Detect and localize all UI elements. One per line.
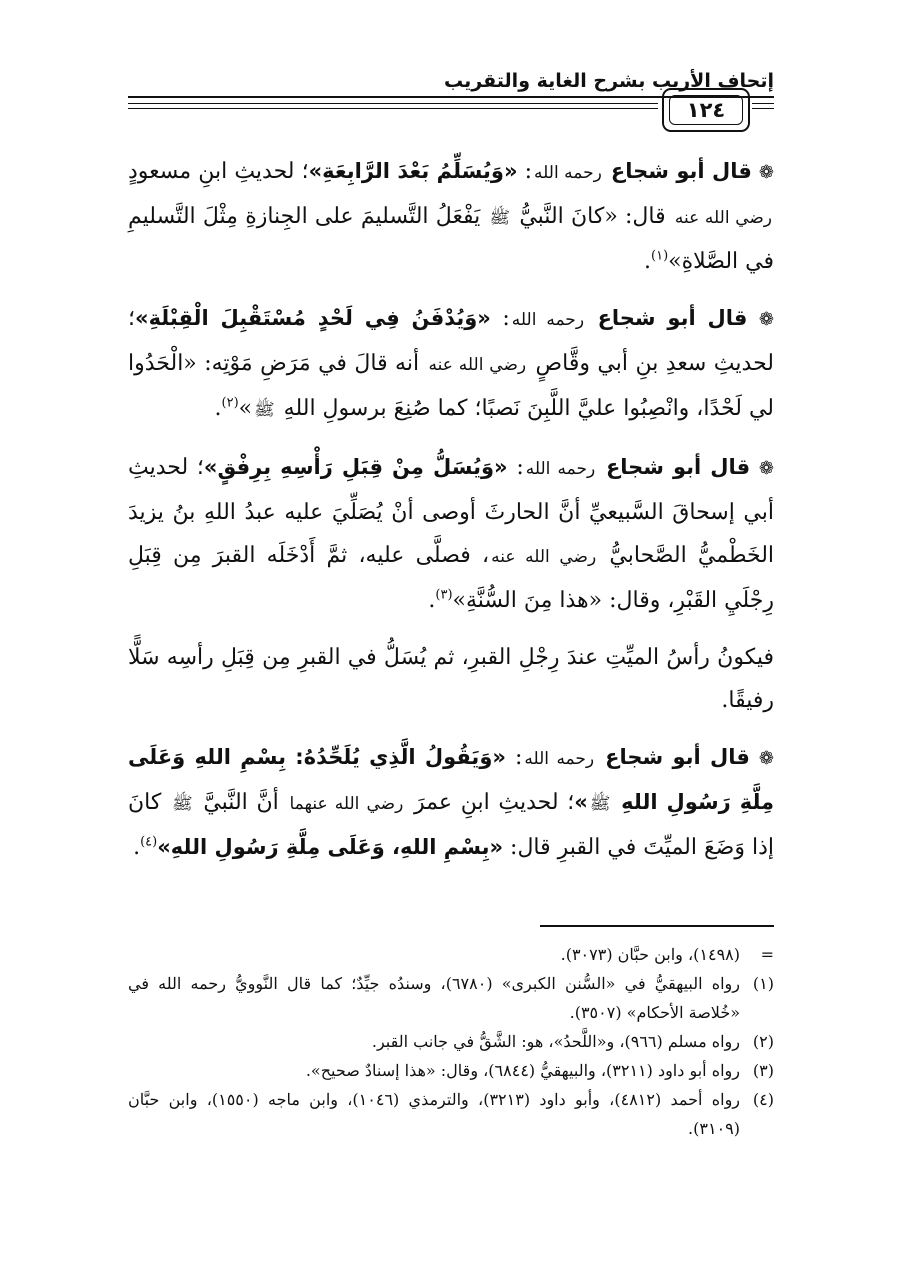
commentary-text: كانَ إذا وَضَعَ الميِّتَ في القبرِ قال: bbox=[128, 790, 774, 860]
author-lead: قال أبو شجاع bbox=[597, 306, 748, 330]
footnote-text: (١٤٩٨)، وابن حبَّان (٣٠٧٣). bbox=[560, 945, 740, 964]
commentary-text: ؛ لحديثِ سعدِ بنِ أبي وقَّاصٍ bbox=[128, 306, 774, 376]
header-rule-left-2 bbox=[128, 108, 658, 109]
salla-allah-glyph: ﷺ bbox=[589, 794, 611, 814]
footnote-text: رواه أبو داود (٣٢١١)، والبيهقيُّ (٦٨٤٤)، وقال: «هذا إسنادٌ صحيح». bbox=[305, 1061, 740, 1080]
footnote-ref: (٣) bbox=[435, 587, 453, 603]
footnote-separator bbox=[540, 925, 774, 927]
period: . bbox=[133, 835, 141, 860]
flower-marker-icon: ❁ bbox=[758, 748, 775, 769]
hadith-quote: «بِسْمِ اللهِ، وَعَلَى مِلَّةِ رَسُولِ اللهِ» bbox=[157, 835, 504, 859]
commentary-text: ؛ لحديثِ أبي إسحاقَ السَّبيعيِّ أنَّ الحارثَ أوصى أنْ يُصَلِّيَ عليه عبدُ اللهِ بنُ يزيدَ الخَطْميُّ الصَّحابيُّ bbox=[128, 455, 775, 568]
footnotes bbox=[128, 940, 774, 1143]
footnote-mark: (٣) bbox=[752, 1061, 774, 1080]
commentary-text: » bbox=[238, 396, 253, 421]
footnote-text: رواه أحمد (٤٨١٢)، وأبو داود (٣٢١٣)، والترمذي (١٠٤٦)، وابن ماجه (١٥٥٠)، وابن حبَّان (٣١٠٩). bbox=[128, 1090, 741, 1138]
paragraph-1: ❁ قال أبو شجاع رحمه الله: «وَيُسَلِّمُ بَعْدَ الرَّابِعَةِ»؛ لحديثِ ابنِ مسعودٍ رضي الله عنه قال: «كانَ النَّبيُّ ﷺ يَفْعَلُ التَّسليمَ على الجِنازةِ مِثْلَ التَّسليمِ في الصَّلاةِ»$^{(١)}$. bbox=[128, 159, 775, 274]
flower-marker-icon: ❁ bbox=[758, 162, 775, 183]
commentary-text: أنَّ النَّبيَّ bbox=[203, 790, 279, 815]
footnote-2 bbox=[128, 1027, 774, 1056]
flower-marker-icon: ❁ bbox=[758, 309, 774, 330]
footnote-ref: (٢) bbox=[221, 395, 239, 411]
footnote-ref: (١) bbox=[651, 248, 669, 264]
commentary-text: أنه قالَ في مَرَضِ مَوْتِه: «الْحَدُوا لي لَحْدًا، وانْصِبُوا عليَّ اللَّبِنَ نَصبًا؛ كما صُنِعَ برسولِ اللهِ bbox=[128, 351, 774, 421]
paragraph-5: ❁ قال أبو شجاع رحمه الله: «وَيَقُولُ الَّذِي يُلَحِّدُهُ: بِسْمِ اللهِ وَعَلَى مِلَّةِ رَسُولِ اللهِ ﷺ»؛ لحديثِ ابنِ عمرَ رضي الله عنهما أنَّ النَّبيَّ ﷺ كانَ إذا وَضَعَ الميِّتَ في القبرِ قال: «بِسْمِ اللهِ، وَعَلَى مِلَّةِ رَسُولِ اللهِ»$^{(٤)}$. bbox=[128, 745, 775, 860]
footnote-mark: (٤) bbox=[752, 1090, 774, 1109]
footnote-text: رواه مسلم (٩٦٦)، و«اللَّحدُ»، هو: الشَّقُّ في جانب القبر. bbox=[371, 1032, 740, 1051]
radi-allah-glyph: رضي الله عنه bbox=[674, 208, 773, 228]
rahimahu-allah-glyph: رحمه الله bbox=[511, 310, 585, 330]
commentary-text: ؛ لحديثِ ابنِ عمرَ bbox=[414, 790, 575, 815]
footnote-mark: = bbox=[760, 945, 774, 964]
salla-allah-glyph: ﷺ bbox=[172, 794, 193, 814]
footnote-text: رواه البيهقيُّ في «السُّنن الكبرى» (٦٧٨٠)، وسندُه جيِّدٌ؛ كما قال النَّوويُّ رحمه الله في «خُلاصة الأحكام» (٣٥٠٧). bbox=[128, 974, 741, 1022]
author-lead: قال أبو شجاع bbox=[605, 745, 750, 769]
page-number-frame bbox=[662, 88, 750, 132]
matn-quote: «وَيَقُولُ الَّذِي يُلَحِّدُهُ: بِسْمِ اللهِ وَعَلَى مِلَّةِ رَسُولِ اللهِ bbox=[128, 745, 775, 814]
radi-allah-dual-glyph: رضي الله عنهما bbox=[289, 794, 404, 814]
main-text bbox=[128, 150, 774, 883]
footnote-mark: (١) bbox=[752, 974, 774, 993]
radi-allah-glyph: رضي الله عنه bbox=[491, 547, 597, 567]
commentary-text: فيكونُ رأسُ الميِّتِ عندَ رِجْلِ القبرِ، ثم يُسَلُّ في القبرِ مِن قِبَلِ رأسِه سَلًّا رفيقًا. bbox=[128, 645, 774, 713]
matn-quote: «وَيُدْفَنُ فِي لَحْدٍ مُسْتَقْبِلَ الْقِبْلَةِ» bbox=[135, 306, 491, 330]
page-number: ١٢٤ bbox=[669, 95, 743, 125]
footnote-continued bbox=[128, 940, 774, 969]
commentary-text: يَفْعَلُ التَّسليمَ على الجِنازةِ مِثْلَ التَّسليمِ في الصَّلاةِ» bbox=[128, 204, 774, 274]
salla-allah-glyph: ﷺ bbox=[489, 208, 511, 228]
footnote-3 bbox=[128, 1056, 774, 1085]
rahimahu-allah-glyph: رحمه الله bbox=[525, 459, 596, 479]
footnote-ref: (٤) bbox=[140, 834, 158, 850]
paragraph-2: ❁ قال أبو شجاع رحمه الله: «وَيُدْفَنُ فِي لَحْدٍ مُسْتَقْبِلَ الْقِبْلَةِ»؛ لحديثِ سعدِ بنِ أبي وقَّاصٍ رضي الله عنه أنه قالَ في مَرَضِ مَوْتِه: «الْحَدُوا لي لَحْدًا، وانْصِبُوا عليَّ اللَّبِنَ نَصبًا؛ كما صُنِعَ برسولِ اللهِ ﷺ»$^{(٢)}$. bbox=[128, 306, 774, 421]
footnote-1 bbox=[128, 969, 774, 1027]
author-lead: قال أبو شجاع bbox=[610, 159, 752, 183]
period: . bbox=[214, 396, 222, 421]
paragraph-3: ❁ قال أبو شجاع رحمه الله: «وَيُسَلُّ مِنْ قِبَلِ رَأْسِهِ بِرِفْقٍ»؛ لحديثِ أبي إسحاقَ السَّبيعيِّ أنَّ الحارثَ أوصى أنْ يُصَلِّيَ عليه عبدُ اللهِ بنُ يزيدَ الخَطْميُّ الصَّحابيُّ رضي الله عنه، فصلَّى عليه، ثمَّ أَدْخَلَه القبرَ مِن قِبَلِ رِجْلَيِ القَبْرِ، وقال: «هذا مِنَ السُّنَّةِ»$^{(٣)}$. bbox=[128, 455, 775, 613]
period: . bbox=[428, 588, 436, 613]
header-rule-right bbox=[752, 103, 774, 104]
matn-quote: «وَيُسَلِّمُ بَعْدَ الرَّابِعَةِ» bbox=[308, 159, 518, 183]
author-lead: قال أبو شجاع bbox=[605, 455, 751, 479]
header-rule-left bbox=[128, 103, 658, 104]
salla-allah-glyph: ﷺ bbox=[254, 400, 275, 420]
matn-quote: «وَيُسَلُّ مِنْ قِبَلِ رَأْسِهِ بِرِفْقٍ» bbox=[203, 455, 508, 479]
commentary-text: ، فصلَّى عليه، ثمَّ أَدْخَلَه القبرَ مِن قِبَلِ رِجْلَيِ القَبْرِ، وقال: «هذا مِنَ السُّنَّةِ» bbox=[128, 543, 774, 613]
paragraph-4 bbox=[128, 636, 774, 722]
commentary-text: ؛ لحديثِ ابنِ مسعودٍ bbox=[128, 159, 309, 184]
commentary-text: قال: «كانَ النَّبيُّ bbox=[519, 204, 666, 229]
footnote-4 bbox=[128, 1085, 774, 1143]
period: . bbox=[644, 249, 651, 274]
radi-allah-glyph: رضي الله عنه bbox=[428, 355, 527, 375]
rahimahu-allah-glyph: رحمه الله bbox=[534, 163, 602, 183]
running-title: إتحاف الأريب بشرح الغاية والتقريب bbox=[444, 70, 774, 92]
footnote-mark: (٢) bbox=[752, 1032, 774, 1051]
header-rule-right-2 bbox=[752, 108, 774, 109]
matn-quote-close: » bbox=[574, 790, 588, 814]
flower-marker-icon: ❁ bbox=[758, 458, 775, 479]
rahimahu-allah-glyph: رحمه الله bbox=[524, 749, 595, 769]
